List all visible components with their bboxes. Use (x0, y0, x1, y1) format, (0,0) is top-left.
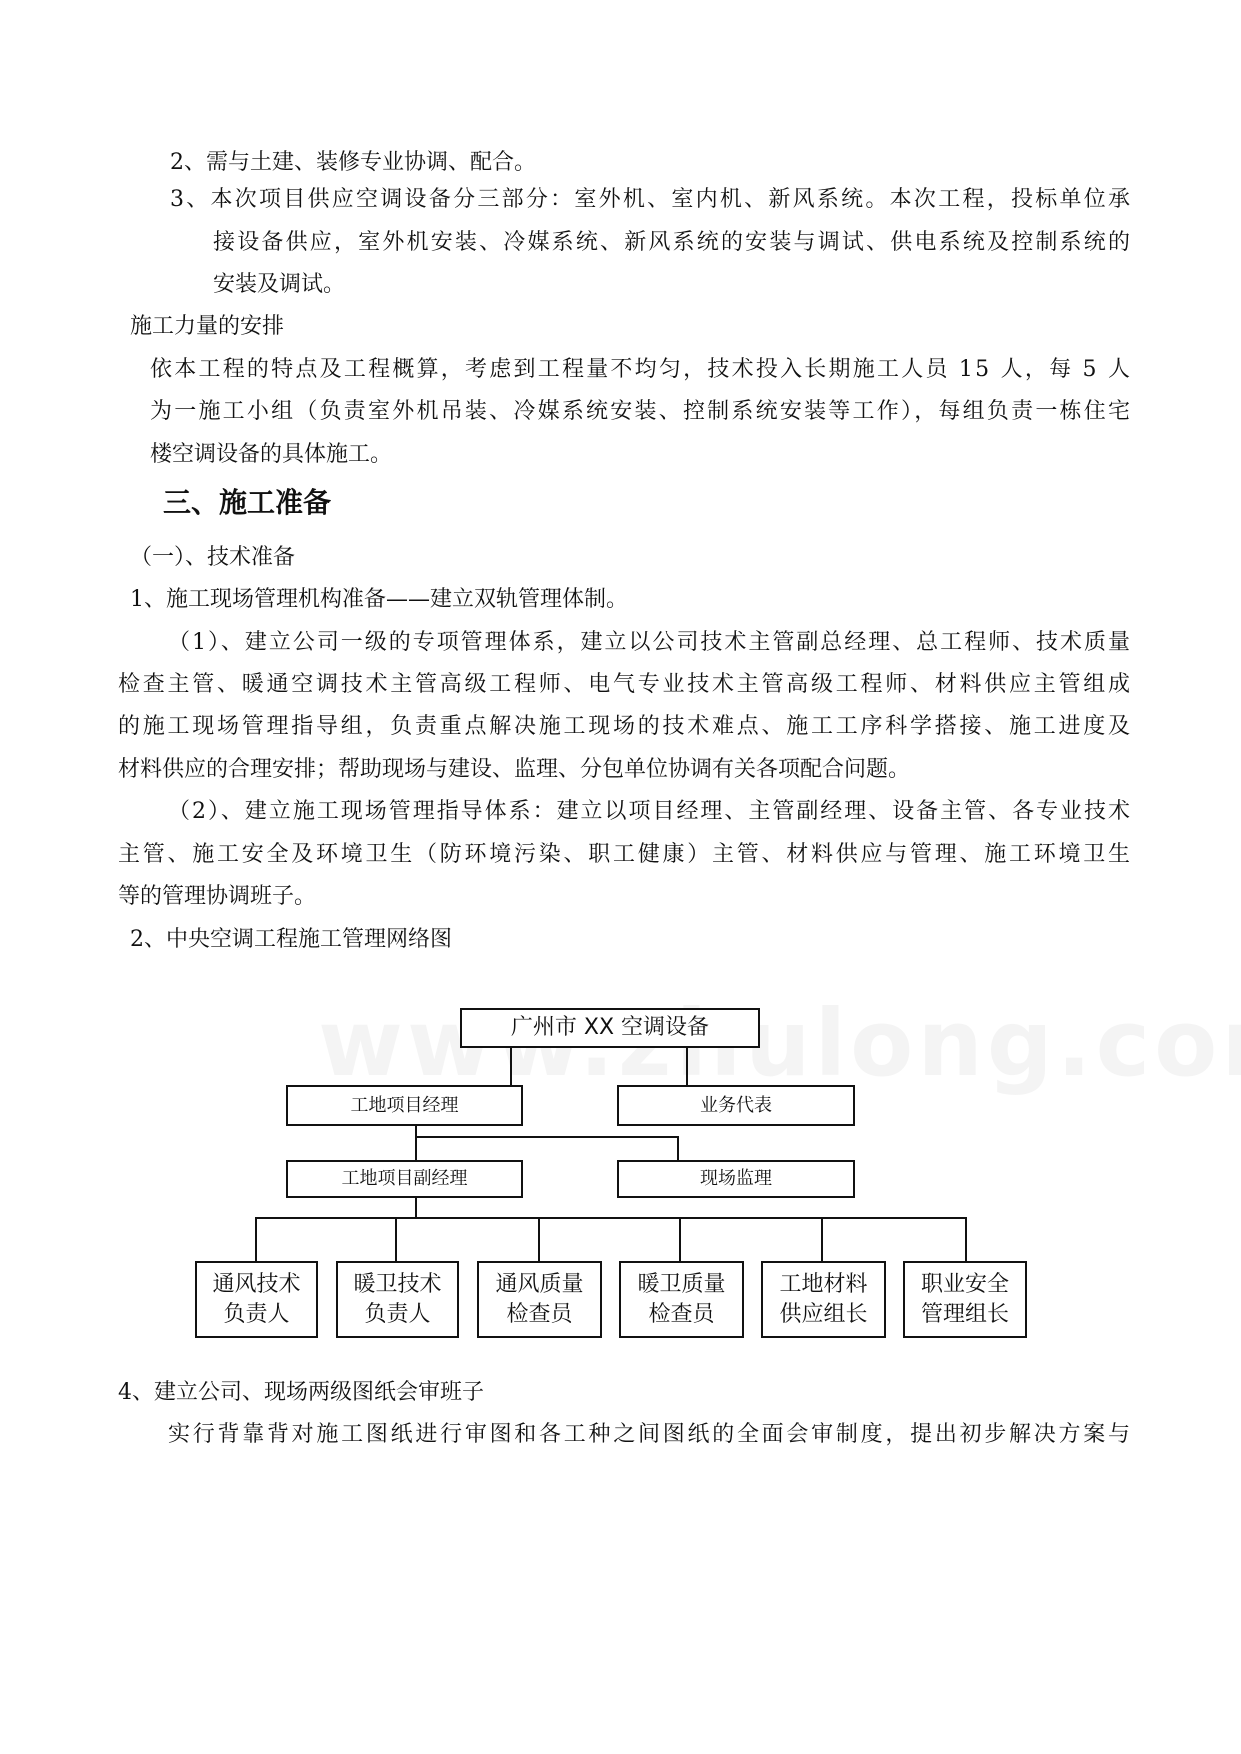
org-leaf-heating-quality-line-2: 检查员 (648, 1301, 715, 1327)
connector (395, 1217, 397, 1262)
connector (510, 1047, 512, 1085)
item-3-line-3: 安装及调试。 (213, 272, 346, 297)
org-box-project-manager (286, 1085, 523, 1126)
org-box-site-supervisor-label: 现场监理 (700, 1168, 772, 1189)
org-box-company (460, 1008, 760, 1048)
connector (538, 1217, 540, 1262)
connector (677, 1136, 679, 1161)
connector (415, 1125, 417, 1161)
para-1-line-3: 的施工现场管理指导组，负责重点解决施工现场的技术难点、施工工序科学搭接、施工进度及 (118, 714, 1133, 739)
org-leaf-heating-quality (619, 1261, 744, 1338)
org-leaf-occupational-safety (903, 1261, 1027, 1338)
item-2-title: 2、中央空调工程施工管理网络图 (130, 927, 452, 952)
item-3-line-2: 接设备供应，室外机安装、冷媒系统、新风系统的安装与调试、供电系统及控制系统的 (213, 230, 1133, 255)
para-1-line-2: 检查主管、暖通空调技术主管高级工程师、电气专业技术主管高级工程师、材料供应主管组成 (118, 672, 1133, 697)
org-leaf-ventilation-tech-line-1: 通风技术 (212, 1271, 301, 1297)
org-leaf-heating-tech-line-2: 负责人 (364, 1301, 431, 1327)
org-leaf-heating-quality-line-1: 暖卫质量 (637, 1271, 726, 1297)
org-leaf-ventilation-quality-line-1: 通风质量 (495, 1271, 584, 1297)
labor-title: 施工力量的安排 (130, 314, 285, 339)
org-leaf-occupational-safety-line-1: 职业安全 (920, 1271, 1009, 1297)
connector (415, 1197, 417, 1217)
connector (965, 1217, 967, 1262)
org-box-company-label: 广州市 XX 空调设备 (510, 1015, 710, 1040)
connector (679, 1217, 681, 1262)
item-3-line-1: 3、本次项目供应空调设备分三部分：室外机、室内机、新风系统。本次工程，投标单位承 (170, 187, 1133, 212)
last-paragraph-line: 实行背靠背对施工图纸进行审图和各工种之间图纸的全面会审制度，提出初步解决方案与 (168, 1422, 1133, 1447)
org-box-business-rep (617, 1085, 855, 1126)
para-1-line-1: （1）、建立公司一级的专项管理体系，建立以公司技术主管副总经理、总工程师、技术质量 (168, 630, 1132, 655)
org-leaf-materials-supply (761, 1261, 886, 1338)
org-leaf-ventilation-quality-line-2: 检查员 (506, 1301, 573, 1327)
labor-line-3: 楼空调设备的具体施工。 (150, 442, 393, 467)
labor-line-1: 依本工程的特点及工程概算，考虑到工程量不均匀，技术投入长期施工人员 15 人，每 5 人 (150, 357, 1133, 382)
item-2-text: 2、需与土建、装修专业协调、配合。 (170, 150, 536, 175)
labor-line-2: 为一施工小组（负责室外机吊装、冷媒系统安装、控制系统安装等工作），每组负责一栋住宅 (150, 399, 1133, 424)
connector (255, 1217, 257, 1262)
org-leaf-materials-supply-line-2: 供应组长 (779, 1301, 868, 1327)
item-1-title: 1、施工现场管理机构准备——建立双轨管理体制。 (130, 587, 628, 612)
para-2-line-2: 主管、施工安全及环境卫生（防环境污染、职工健康）主管、材料供应与管理、施工环境卫生 (118, 842, 1133, 867)
org-leaf-heating-tech (336, 1261, 459, 1338)
para-1-line-4: 材料供应的合理安排；帮助现场与建设、监理、分包单位协调有关各项配合问题。 (118, 757, 911, 782)
org-leaf-materials-supply-line-1: 工地材料 (779, 1271, 868, 1297)
org-box-business-rep-label: 业务代表 (700, 1094, 772, 1116)
connector (821, 1217, 823, 1262)
para-2-line-1: （2）、建立施工现场管理指导体系：建立以项目经理、主管副经理、设备主管、各专业技术 (168, 799, 1132, 824)
org-leaf-ventilation-tech-line-2: 负责人 (223, 1301, 290, 1327)
org-box-site-supervisor (617, 1160, 855, 1198)
org-box-deputy-manager-label: 工地项目副经理 (341, 1168, 468, 1189)
org-leaf-occupational-safety-line-2: 管理组长 (920, 1301, 1009, 1327)
watermark (318, 990, 1241, 1097)
tech-prep-title: （一）、技术准备 (130, 545, 296, 570)
connector (255, 1217, 966, 1219)
connector (686, 1047, 688, 1085)
org-box-project-manager-label: 工地项目经理 (350, 1094, 459, 1116)
connector (415, 1136, 678, 1138)
org-box-deputy-manager (286, 1160, 523, 1198)
org-leaf-heating-tech-line-1: 暖卫技术 (353, 1271, 442, 1297)
item-4-title: 4、建立公司、现场两级图纸会审班子 (118, 1380, 484, 1405)
para-2-line-3: 等的管理协调班子。 (118, 884, 317, 909)
section-3-heading: 三、施工准备 (163, 486, 332, 519)
org-leaf-ventilation-tech (195, 1261, 318, 1338)
org-leaf-ventilation-quality (477, 1261, 602, 1338)
